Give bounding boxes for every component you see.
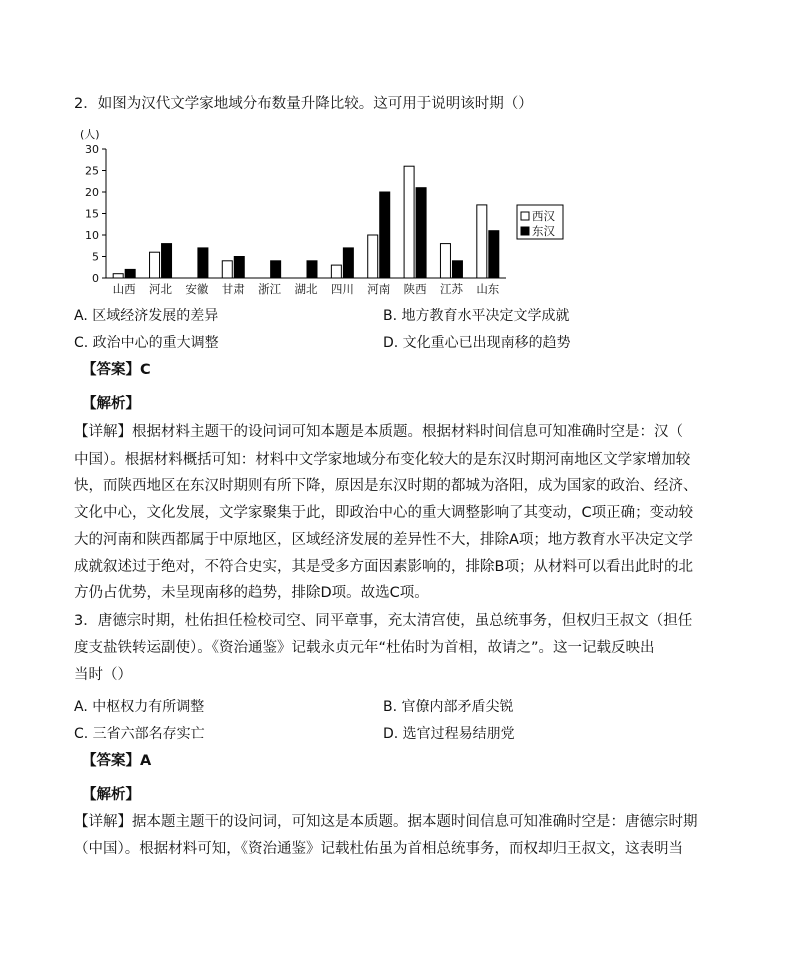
x-tick-label: 湖北 (294, 282, 318, 296)
bar-东汉 (489, 231, 499, 278)
bar-东汉 (125, 269, 135, 278)
bar-chart (74, 122, 594, 302)
q3-option-a: A. 中枢权力有所调整 (74, 699, 205, 715)
q2-option-b: B. 地方教育水平决定文学成就 (383, 308, 570, 324)
bar-西汉 (440, 244, 450, 278)
q3-detail-line: 【详解】据本题主题干的设问词，可知这是本质题。据本题时间信息可知准确时空是：唐德宗时期 (74, 814, 698, 830)
q2-option-c: C. 政治中心的重大调整 (74, 335, 219, 351)
x-tick-label: 河北 (149, 282, 173, 296)
q2-detail-line: 方仍占优势，未呈现南移的趋势，排除D项。故选C项。 (74, 585, 429, 601)
y-tick-label: 20 (85, 186, 99, 199)
q2-detail-line: 快，而陕西地区在东汉时期则有所下降，原因是东汉时期的都城为洛阳，成为国家的政治、经济、 (74, 478, 698, 494)
bar-东汉 (343, 248, 353, 278)
q3-analysis-label: 【解析】 (82, 787, 140, 803)
y-tick-label: 25 (85, 164, 99, 178)
q3-stem-line: 3．唐德宗时期，杜佑担任检校司空、同平章事，充太清宫使，虽总统事务，但权归王叔文（担任 (74, 613, 693, 629)
q3-detail-line: （中国）。根据材料可知，《资治通鉴》记载杜佑虽为首相总统事务，而权却归王叔文，这表明当 (74, 841, 683, 857)
bar-西汉 (222, 261, 232, 278)
q2-detail-line: 中国）。根据材料概括可知：材料中文学家地域分布变化较大的是东汉时期河南地区文学家增加较 (74, 452, 691, 468)
q2-analysis-label: 【解析】 (82, 396, 140, 412)
x-tick-label: 浙江 (258, 282, 282, 296)
q3-stem-line: 当时（） (74, 667, 132, 683)
x-tick-label: 甘肃 (221, 282, 245, 296)
bar-东汉 (416, 188, 426, 278)
q2-detail-line: 成就叙述过于绝对，不符合史实，其是受多方面因素影响的，排除B项；从材料可以看出此时的北 (74, 559, 693, 575)
q3-option-d: D. 选官过程易结朋党 (383, 726, 515, 742)
q3-answer: 【答案】A (82, 753, 152, 769)
legend-label: 东汉 (532, 224, 555, 238)
q2-stem: 2．如图为汉代文学家地域分布数量升降比较。这可用于说明该时期（） (74, 96, 533, 112)
q3-option-b: B. 官僚内部矛盾尖锐 (383, 699, 514, 715)
q2-detail-line: 大的河南和陕西都属于中原地区，区域经济发展的差异性不大，排除A项；地方教育水平决定文学 (74, 532, 693, 548)
q2-detail-line: 【详解】根据材料主题干的设问词可知本题是本质题。根据材料时间信息可知准确时空是：汉（ (74, 424, 683, 440)
q3-stem-line: 度支盐铁转运副使）。《资治通鉴》记载永贞元年“杜佑时为首相，故请之”。这一记载反映出 (74, 640, 655, 656)
legend-swatch (521, 212, 529, 220)
bar-东汉 (234, 257, 244, 279)
x-tick-label: 山西 (112, 282, 136, 296)
bar-东汉 (307, 261, 317, 278)
x-tick-label: 河南 (367, 282, 391, 296)
legend-swatch (521, 227, 529, 235)
x-tick-label: 安徽 (185, 282, 209, 296)
bar-东汉 (162, 244, 172, 278)
q3-option-c: C. 三省六部名存实亡 (74, 726, 205, 742)
y-unit-label: (人) (80, 128, 100, 141)
y-tick-label: 15 (85, 207, 99, 221)
bar-东汉 (271, 261, 281, 278)
y-tick-label: 10 (85, 229, 99, 242)
q2-detail-line: 文化中心，文化发展，文学家聚集于此，即政治中心的重大调整影响了其变动，C项正确；变动较 (74, 505, 694, 521)
bar-西汉 (113, 274, 123, 278)
bar-东汉 (380, 192, 390, 278)
x-tick-label: 山东 (476, 282, 500, 296)
q2-option-a: A. 区域经济发展的差异 (74, 308, 219, 324)
bar-东汉 (198, 248, 208, 278)
y-tick-label: 30 (85, 143, 99, 156)
x-tick-label: 四川 (330, 282, 354, 296)
y-tick-label: 0 (92, 272, 99, 285)
y-tick-label: 5 (92, 250, 99, 264)
q2-answer: 【答案】C (82, 362, 151, 378)
x-tick-label: 陕西 (403, 282, 427, 296)
bar-西汉 (331, 265, 341, 278)
bar-西汉 (368, 235, 378, 278)
bar-西汉 (477, 205, 487, 278)
bar-西汉 (150, 252, 160, 278)
x-tick-label: 江苏 (439, 282, 463, 296)
legend-label: 西汉 (532, 209, 555, 223)
bar-东汉 (452, 261, 462, 278)
bar-西汉 (404, 166, 414, 278)
q2-option-d: D. 文化重心已出现南移的趋势 (383, 335, 571, 351)
